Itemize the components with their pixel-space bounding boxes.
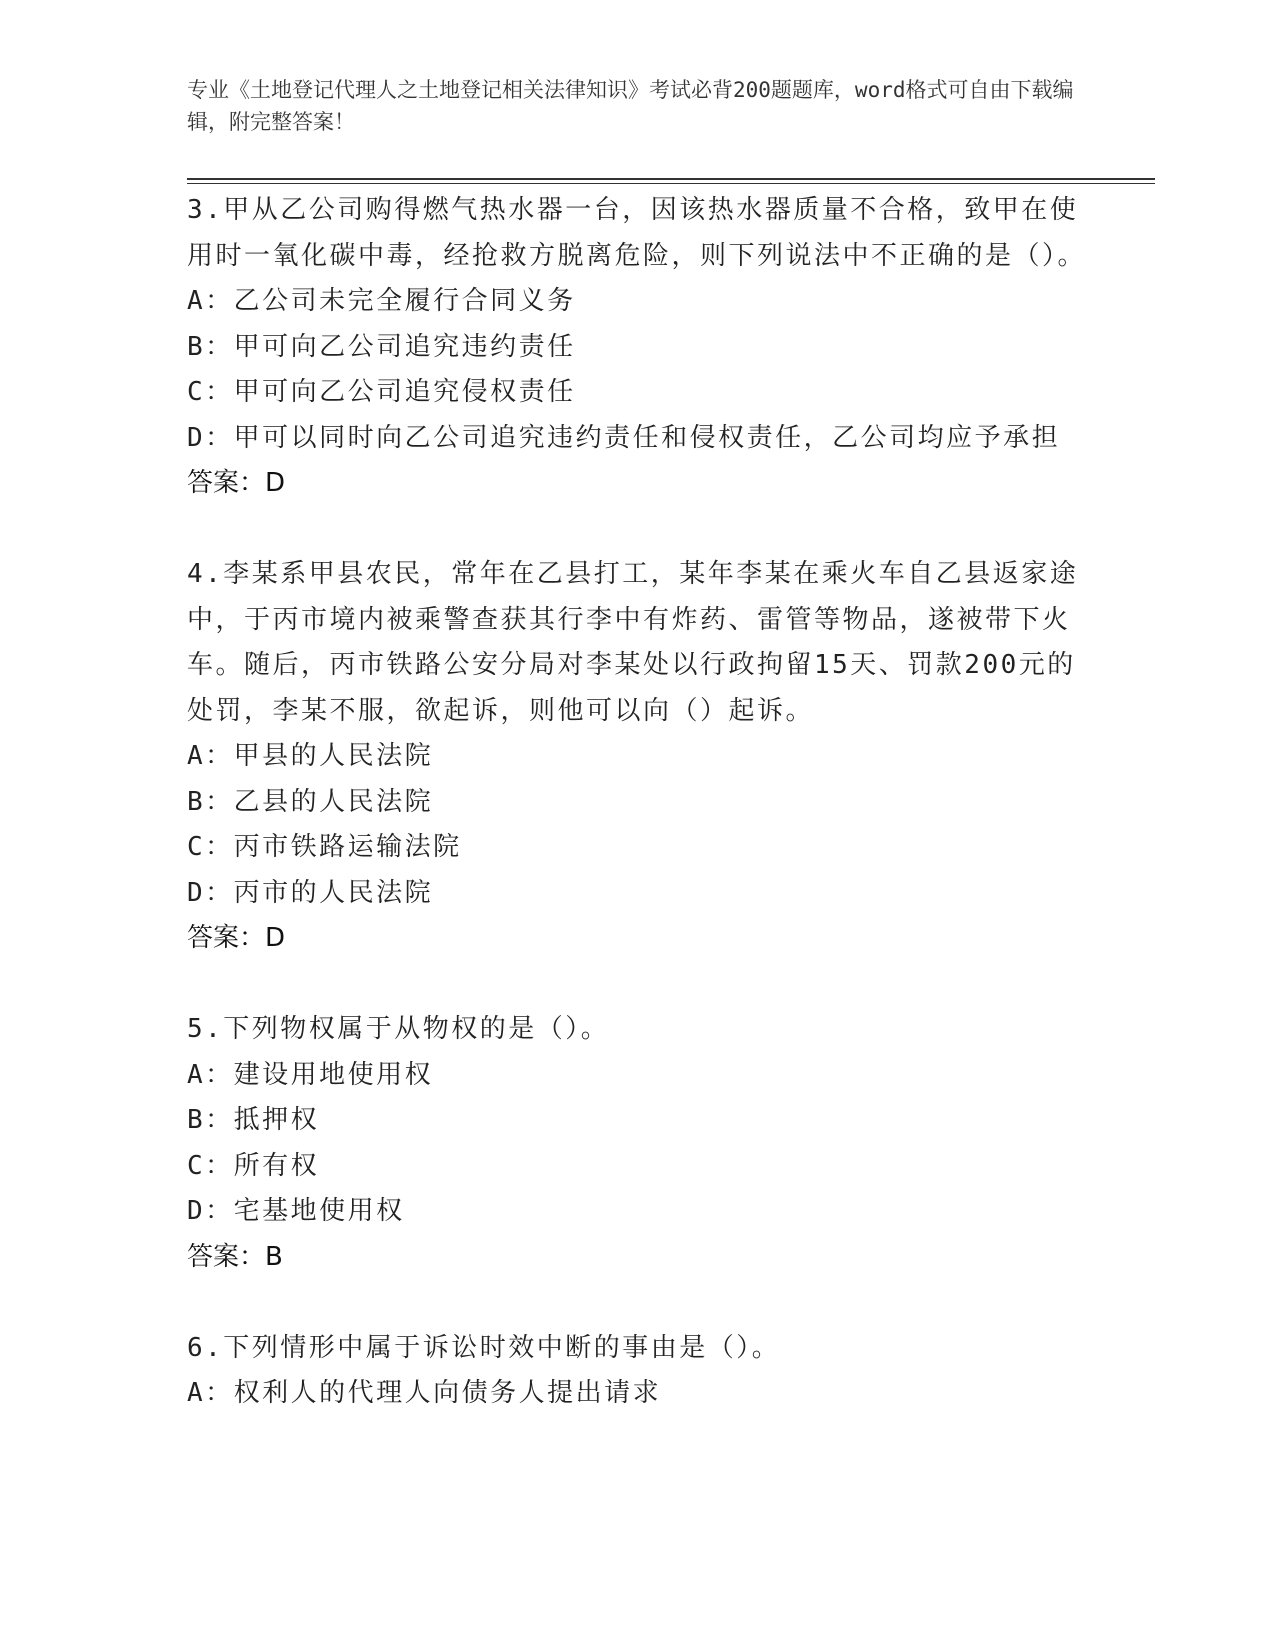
document-header: 专业《土地登记代理人之土地登记相关法律知识》考试必背200题题库，word格式可自由下载编辑，附完整答案！ (187, 78, 1074, 134)
question-3 (187, 188, 1097, 507)
question-text: 6.下列情形中属于诉讼时效中断的事由是（）。 (187, 1332, 781, 1363)
question-list (187, 188, 1097, 1462)
answer-line: 答案：D (187, 923, 286, 953)
question-text: 3.甲从乙公司购得燃气热水器一台，因该热水器质量不合格，致甲在使用时一氧化碳中毒，经抢救方脱离危险，则下列说法中不正确的是（）。 (187, 195, 1087, 271)
question-6 (187, 1326, 1097, 1417)
option-a: A：乙公司未完全履行合同义务 (187, 286, 576, 316)
question-text: 4.李某系甲县农民，常年在乙县打工，某年李某在乘火车自乙县返家途中，于丙市境内被乘警查获其行李中有炸药、雷管等物品，遂被带下火车。随后，丙市铁路公安分局对李某处以行政拘留15天、罚款200元的处罚，李某不服，欲起诉，则他可以向（）起诉。 (187, 559, 1079, 726)
option-c: C：丙市铁路运输法院 (187, 832, 462, 862)
answer-line: 答案：D (187, 468, 286, 498)
question-5 (187, 1007, 1097, 1280)
option-b: B：甲可向乙公司追究违约责任 (187, 331, 576, 362)
option-a: A：甲县的人民法院 (187, 741, 434, 771)
option-b: B：乙县的人民法院 (187, 786, 434, 817)
option-c: C：甲可向乙公司追究侵权责任 (187, 377, 576, 407)
answer-line: 答案：B (187, 1241, 283, 1272)
option-a: A：权利人的代理人向债务人提出请求 (187, 1378, 662, 1408)
option-a: A：建设用地使用权 (187, 1059, 434, 1090)
header-rule-thin (187, 183, 1155, 184)
option-c: C：所有权 (187, 1150, 320, 1181)
option-d: D：丙市的人民法院 (187, 877, 434, 908)
option-d: D：宅基地使用权 (187, 1196, 405, 1226)
option-b: B：抵押权 (187, 1105, 320, 1135)
question-4 (187, 552, 1097, 962)
question-text: 5.下列物权属于从物权的是（）。 (187, 1014, 610, 1044)
option-d: D：甲可以同时向乙公司追究违约责任和侵权责任，乙公司均应予承担 (187, 422, 1061, 453)
header-rule-thick (187, 178, 1155, 180)
